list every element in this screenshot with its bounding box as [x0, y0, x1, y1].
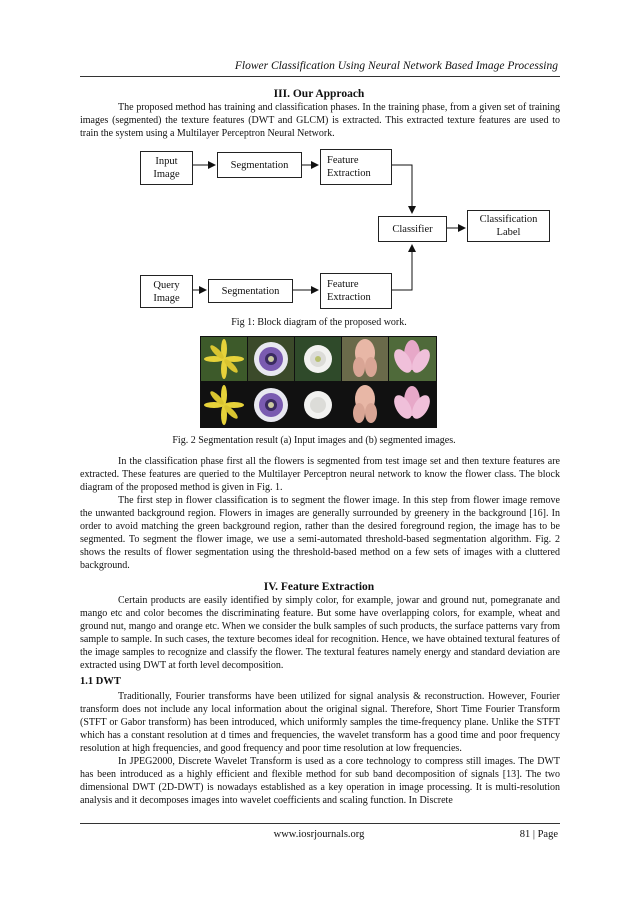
input-image-box: Input Image	[140, 151, 193, 185]
segmentation-box-top: Segmentation	[217, 152, 302, 178]
subsection-body	[80, 690, 560, 807]
paragraph: In the classification phase first all the flowers is segmented from test image set and then texture features are extracted. These features are queried to the Multilayer Perceptron neural network to know the flower class. The block diagram of the proposed method is given in Fig. 1.	[80, 456, 560, 493]
white-flower	[304, 345, 332, 373]
block-diagram	[0, 0, 638, 330]
query-image-box: Query Image	[140, 275, 193, 308]
diagram-arrows	[0, 0, 638, 330]
feature-extraction-box-bottom: Feature Extraction	[320, 273, 392, 309]
paragraph: Traditionally, Fourier transforms have been utilized for signal analysis & reconstruction. However, Fourier transform does not include any local information about the original signal. Therefore, Short Time Fourier Transform (STFT or Gabor transform) has been introduced, which uniformly samples the time-frequency plane. Unlike the STFT which has a constant resolution at d times and frequencies, the wavelet transform has a good time and poor frequency resolution at high frequencies, and good frequency and poor time resolution at low frequencies.	[80, 691, 560, 754]
paragraph: The first step in flower classification is to segment the flower image. In this step from flower image remove the unwanted background region. Flowers in images are generally surrounded by greenery in the background [16]. In order to avoid matching the green background region, rather than the desired foreground region, the image has to be segmented. To segment the flower image, we use a semi-automated threshold-based segmentation algorithm. Fig. 2 shows the results of flower segmentation using the threshold-based method on a few sets of images with a cluttered background.	[80, 495, 560, 571]
section-3-body	[80, 455, 560, 572]
purple-flower	[254, 342, 288, 376]
flower-images	[200, 336, 437, 428]
white-flower-segmented	[304, 391, 332, 419]
page-number: 81 | Page	[519, 829, 558, 840]
pink-flower-segmented	[390, 386, 433, 422]
figure-2-caption: Fig. 2 Segmentation result (a) Input images and (b) segmented images.	[172, 435, 456, 446]
section-heading-3: III. Our Approach	[273, 88, 365, 100]
yellow-flower-segmented	[204, 385, 244, 425]
paragraph: Certain products are easily identified by simply color, for example, jowar and ground nut, pomegranate and mango etc and color becomes the discriminating feature. But some have overlapping colors, for example, wheat and ground nut, mango and orange etc. When we consider the bulk samples of such products, the surface patterns vary from sample to sample. In such cases, the texture becomes ideal for recognition. Hence, we have obtained textural features of the image samples to recognize and classify the flower. The textural features namely energy and standard deviation are extracted using DWT at forth level decomposition.	[80, 595, 560, 671]
section-4-body	[80, 594, 560, 672]
segmentation-figure	[200, 336, 437, 428]
running-title: Flower Classification Using Neural Network Based Image Processing	[234, 60, 558, 72]
peach-flower-segmented	[353, 385, 377, 423]
classifier-box: Classifier	[378, 216, 447, 242]
paragraph: In JPEG2000, Discrete Wavelet Transform is used as a core technology to compress still images. The DWT has been introduced as a highly efficient and flexible method for sub band decomposition of signals [13]. The two dimensional DWT (2D-DWT) is nowadays established as a key operation in image processing. It is multi-resolution analysis and it decomposes images into wavelet coefficients and scaling function. In Discrete	[80, 756, 560, 806]
arrow	[392, 165, 412, 213]
segmentation-box-bottom: Segmentation	[208, 279, 293, 303]
subsection-heading: 1.1 DWT	[80, 676, 121, 687]
footer-website: www.iosrjournals.org	[273, 829, 365, 840]
classification-label-box: Classification Label	[467, 210, 550, 242]
arrow	[392, 245, 412, 290]
section-heading-4: IV. Feature Extraction	[263, 581, 375, 593]
footer-rule	[80, 823, 560, 824]
figure-1-caption: Fig 1: Block diagram of the proposed work.	[231, 317, 407, 328]
paragraph: The proposed method has training and classification phases. In the training phase, from a given set of training images (segmented) the texture features (DWT and GLCM) is extracted. This extracted texture features are used to train the system using a Multilayer Perceptron Neural Network.	[80, 102, 560, 139]
feature-extraction-box-top: Feature Extraction	[320, 149, 392, 185]
purple-flower-segmented	[254, 388, 288, 422]
